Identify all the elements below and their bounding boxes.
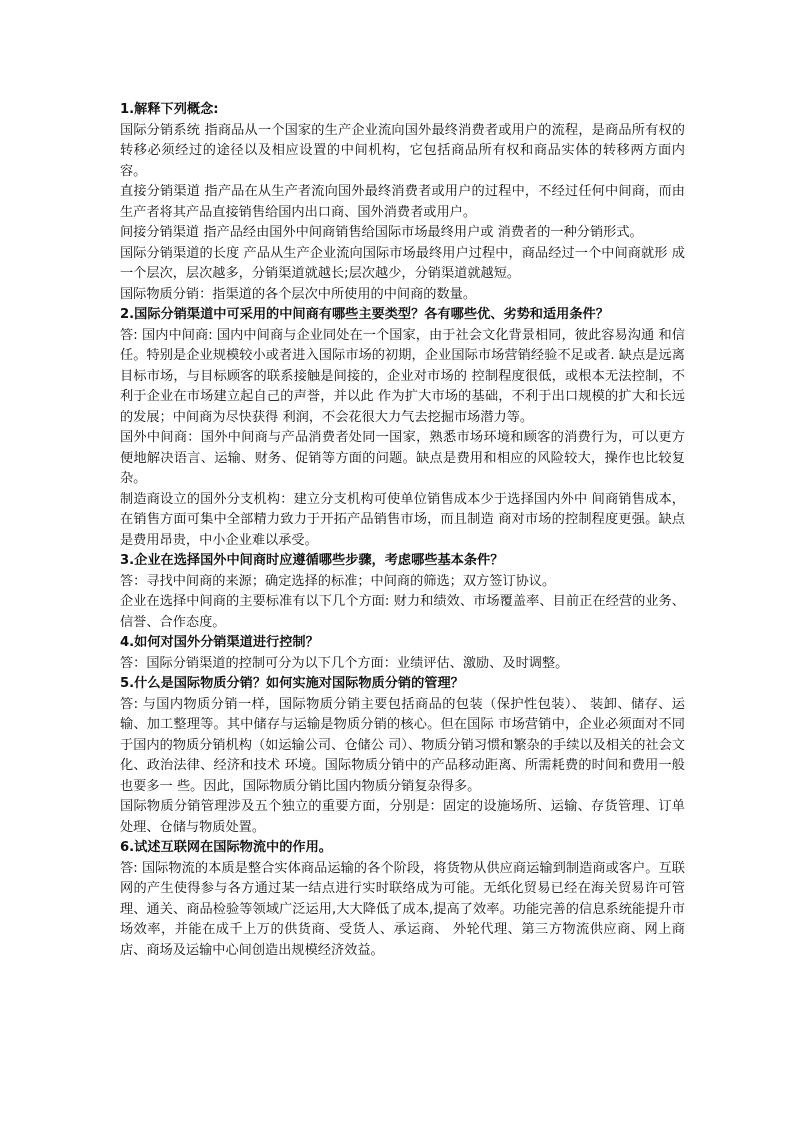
paragraph-answer-selection-steps: 答：寻找中间商的来源；确定选择的标准；中间商的筛选；双方签订协议。 [120, 573, 556, 589]
paragraph-definition-direct-channel: 直接分销渠道 指产品在从生产者流向国外最终消费者或用户的过程中，不经过任何中间商，而由 生产者将其产品直接销售给国内出口商、国外消费者或用户。 [120, 184, 685, 220]
paragraph-definition-physical-distribution: 国际物质分销：指渠道的各个层次中所使用的中间商的数量。 [120, 286, 477, 302]
paragraph-answer-selection-criteria: 企业在选择中间商的主要标准有以下几个方面: 财力和绩效、市场覆盖率、目前正在经营的业务、信誉、合作态度。 [120, 594, 685, 630]
question-heading-3: 3.企业在选择国外中间商时应遵循哪些步骤，考虑哪些基本条件？ [120, 553, 504, 568]
paragraph-definition-intl-distribution-system: 国际分销系统 指商品从一个国家的生产企业流向国外最终消费者或用户的流程，是商品所有权的转移必须经过的途径以及相应设置的中间机构，它包括商品所有权和商品实体的转移两方面内容。 [120, 122, 685, 179]
question-heading-5: 5.什么是国际物质分销？如何实施对国际物质分销的管理？ [120, 676, 464, 691]
paragraph-answer-domestic-intermediaries: 答: 国内中间商: 国内中间商与企业同处在一个国家，由于社会文化背景相同，彼此容易沟通 和信任。特别是企业规模较小或者进入国际市场的初期，企业国际市场营销经验不足或者. 缺点是远离目标市场，与目标顾客的联系接触是间接的，企业对市场的 控制程度很低，或根本无法控制，不利于企业在市场建立起自己的声誉，并以此 作为扩大市场的基础，不利于出口规模的扩大和长远的发展；中间商为尽快获得 利润，不会花很大力气去挖掘市场潜力等。 [120, 327, 685, 425]
paragraph-definition-indirect-channel: 间接分销渠道 指产品经由国外中间商销售给国际市场最终用户或 消费者的一种分销形式。 [120, 225, 643, 240]
paragraph-definition-channel-length: 国际分销渠道的长度 产品从生产企业流向国际市场最终用户过程中，商品经过一个中间商就形 成一个层次，层次越多，分销渠道就越长;层次越少，分销渠道就越短。 [120, 245, 685, 281]
paragraph-answer-physical-distribution: 答: 与国内物质分销一样，国际物质分销主要包括商品的包装（保护性包装）、 装卸、储存、运输、加工整理等。其中储存与运输是物质分销的核心。但在国际 市场营销中，企业必须面对不同于国内的物质分销机构（如运输公司、仓储公 司）、物质分销习惯和繁杂的手续以及相关的社会文化、政治法律、经济和技术 环境。国际物质分销中的产品移动距离、所需耗费的时间和费用一般也要多一 些。因此，国际物质分销比国内物质分销复杂得多。 [120, 696, 685, 794]
document-body [120, 100, 685, 961]
question-heading-4: 4.如何对国外分销渠道进行控制？ [120, 635, 319, 650]
paragraph-answer-distribution-management: 国际物质分销管理涉及五个独立的重要方面，分别是：固定的设施场所、运输、存货管理、订单处理、仓储与物质处置。 [120, 799, 685, 835]
paragraph-answer-internet-logistics: 答: 国际物流的本质是整合实体商品运输的各个阶段，将货物从供应商运输到制造商或客户。互联网的产生使得参与各方通过某一结点进行实时联络成为可能。无纸化贸易已经在海关贸易许可管理、通关、商品检验等领域广泛运用,大大降低了成本,提高了效率。功能完善的信息系统能提升市场效率，并能在成千上万的供货商、受货人、承运商、 外轮代理、第三方物流供应商、网上商店、商场及运输中心间创造出规模经济效益。 [120, 860, 685, 958]
question-heading-6: 6.试述互联网在国际物流中的作用。 [120, 840, 332, 855]
paragraph-answer-channel-control: 答：国际分销渠道的控制可分为以下几个方面：业绩评估、激励、及时调整。 [120, 655, 569, 671]
question-heading-1: 1.解释下列概念: [120, 102, 219, 117]
question-heading-2: 2.国际分销渠道中可采用的中间商有哪些主要类型？各有哪些优、劣势和适用条件？ [120, 307, 609, 322]
paragraph-answer-overseas-branches: 制造商设立的国外分支机构：建立分支机构可使单位销售成本少于选择国内外中 间商销售成本，在销售方面可集中全部精力致力于开拓产品销售市场，而且制造 商对市场的控制程度更强。缺点是费用昂贵，中小企业难以承受。 [120, 491, 685, 548]
paragraph-answer-foreign-intermediaries: 国外中间商：国外中间商与产品消费者处同一国家，熟悉市场环境和顾客的消费行为，可以更方便地解决语言、运输、财务、促销等方面的问题。缺点是费用和相应的风险较大，操作也比较复杂。 [120, 430, 685, 486]
